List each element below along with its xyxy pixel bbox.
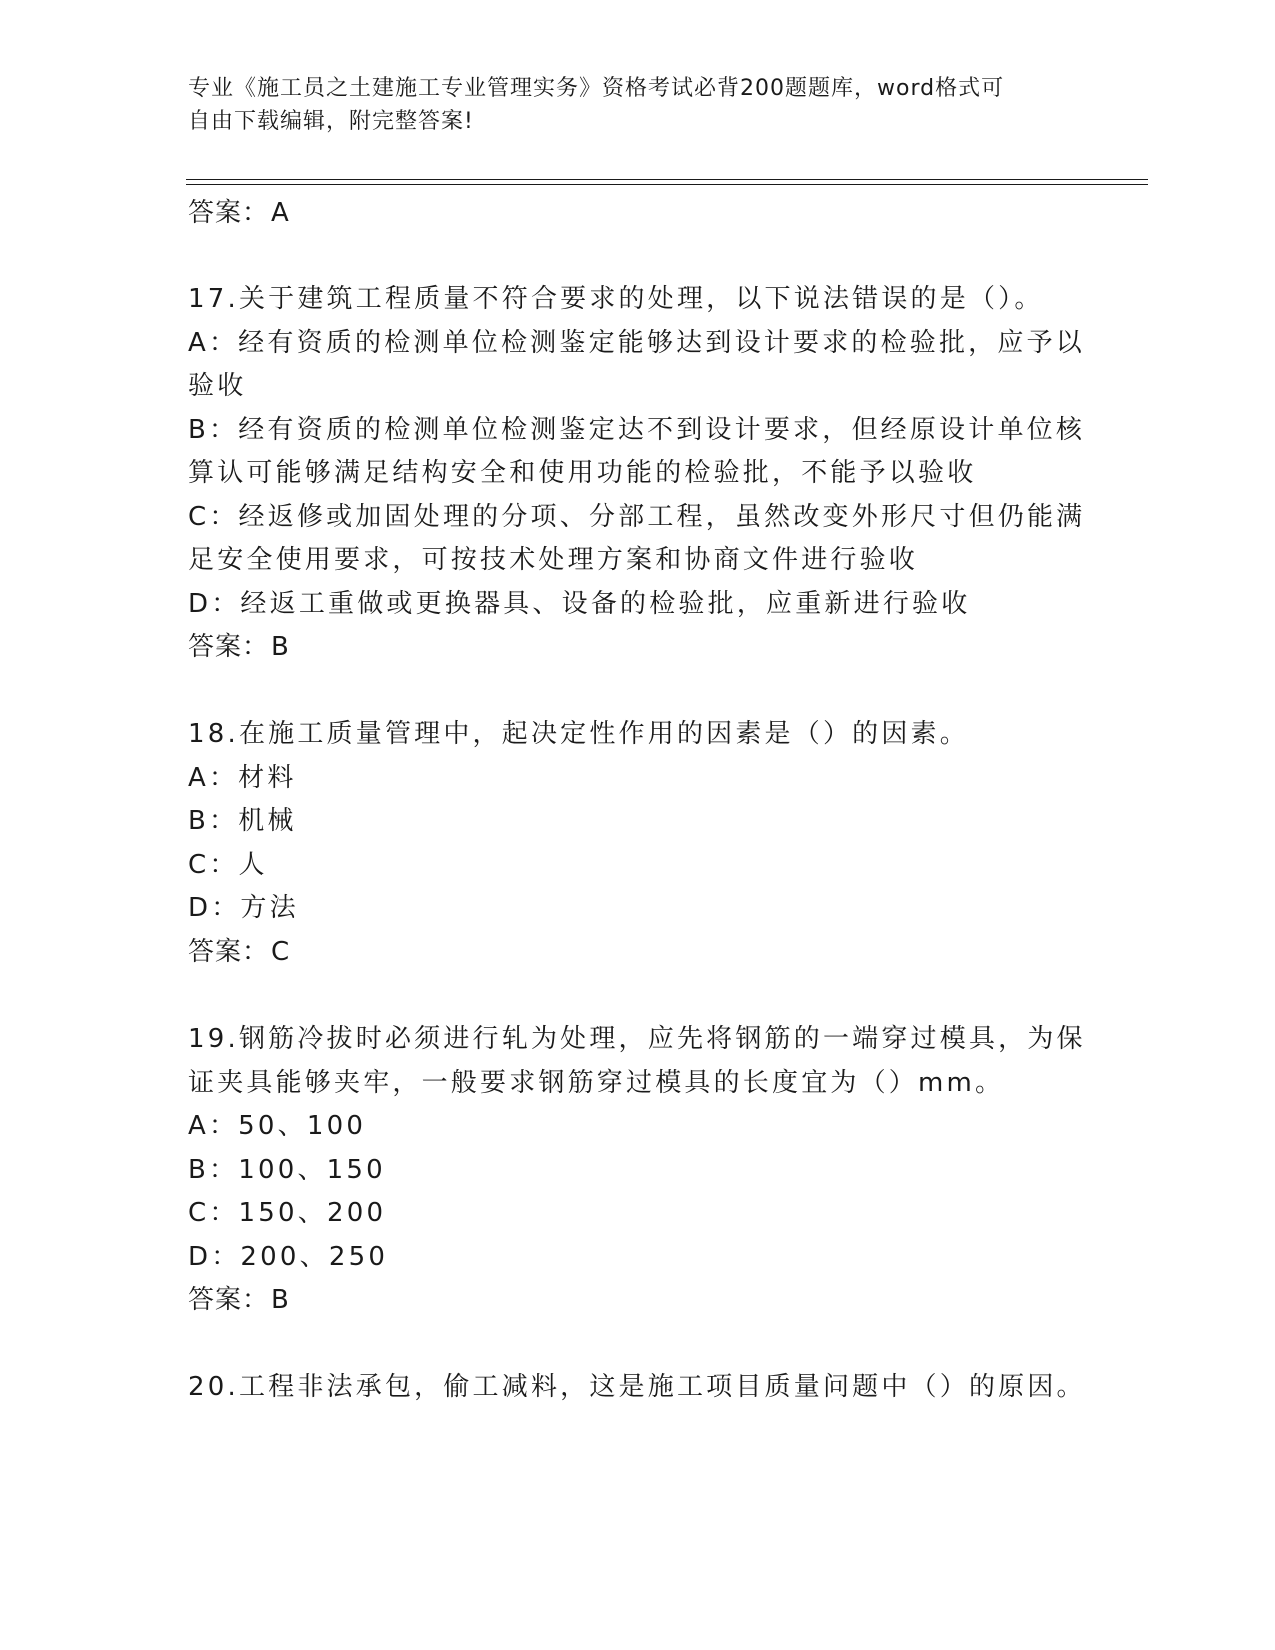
question-19-option-c: C：150、200 (188, 1198, 387, 1228)
question-17-option-d: D：经返工重做或更换器具、设备的检验批，应重新进行验收 (188, 589, 971, 619)
question-17-option-c: C：经返修或加固处理的分项、分部工程，虽然改变外形尺寸但仍能满 (188, 502, 1086, 532)
answer-value: C (271, 937, 291, 967)
question-17-option-c-cont: 足安全使用要求，可按技术处理方案和协商文件进行验收 (188, 545, 919, 575)
answer-label: 答案： (188, 632, 270, 662)
question-19-stem-2: 证夹具能够夹牢，一般要求钢筋穿过模具的长度宜为（）mm。 (188, 1068, 1005, 1098)
question-19-stem-1: 19.钢筋冷拔时必须进行轧为处理，应先将钢筋的一端穿过模具，为保 (188, 1024, 1086, 1054)
answer-label: 答案： (188, 198, 270, 228)
question-17-option-b: B：经有资质的检测单位检测鉴定达不到设计要求，但经原设计单位核 (188, 415, 1086, 445)
question-18-option-a: A：材料 (188, 763, 297, 793)
header-divider-top (186, 179, 1148, 180)
header-line-1: 专业《施工员之土建施工专业管理实务》资格考试必背200题题库，word格式可 (188, 76, 1005, 101)
page-header (188, 72, 1068, 138)
answer-line-q16 (188, 192, 290, 229)
question-18-option-b: B：机械 (188, 806, 297, 836)
question-17-option-a-cont: 验收 (188, 371, 247, 401)
answer-label: 答案： (188, 937, 270, 967)
header-line-2: 自由下载编辑，附完整答案! (188, 109, 474, 134)
question-18-stem: 18.在施工质量管理中，起决定性作用的因素是（）的因素。 (188, 719, 969, 749)
question-19-option-b: B：100、150 (188, 1155, 386, 1185)
answer-line-q18 (188, 931, 290, 968)
answer-line-q19 (188, 1279, 290, 1316)
question-17-stem: 17.关于建筑工程质量不符合要求的处理，以下说法错误的是（）。 (188, 284, 1044, 314)
question-18-option-d: D：方法 (188, 893, 299, 923)
question-18-option-c: C：人 (188, 850, 268, 880)
answer-label: 答案： (188, 1285, 270, 1315)
answer-value: B (271, 1285, 290, 1315)
answer-value: A (271, 198, 290, 228)
question-20-stem: 20.工程非法承包，偷工减料，这是施工项目质量问题中（）的原因。 (188, 1372, 1086, 1402)
question-19-option-d: D：200、250 (188, 1242, 389, 1272)
question-17-option-a: A：经有资质的检测单位检测鉴定能够达到设计要求的检验批，应予以 (188, 328, 1085, 358)
answer-value: B (271, 632, 290, 662)
answer-line-q17 (188, 626, 290, 663)
question-17-option-b-cont: 算认可能够满足结构安全和使用功能的检验批，不能予以验收 (188, 458, 977, 488)
question-19-option-a: A：50、100 (188, 1111, 367, 1141)
header-divider-bottom (186, 184, 1148, 185)
